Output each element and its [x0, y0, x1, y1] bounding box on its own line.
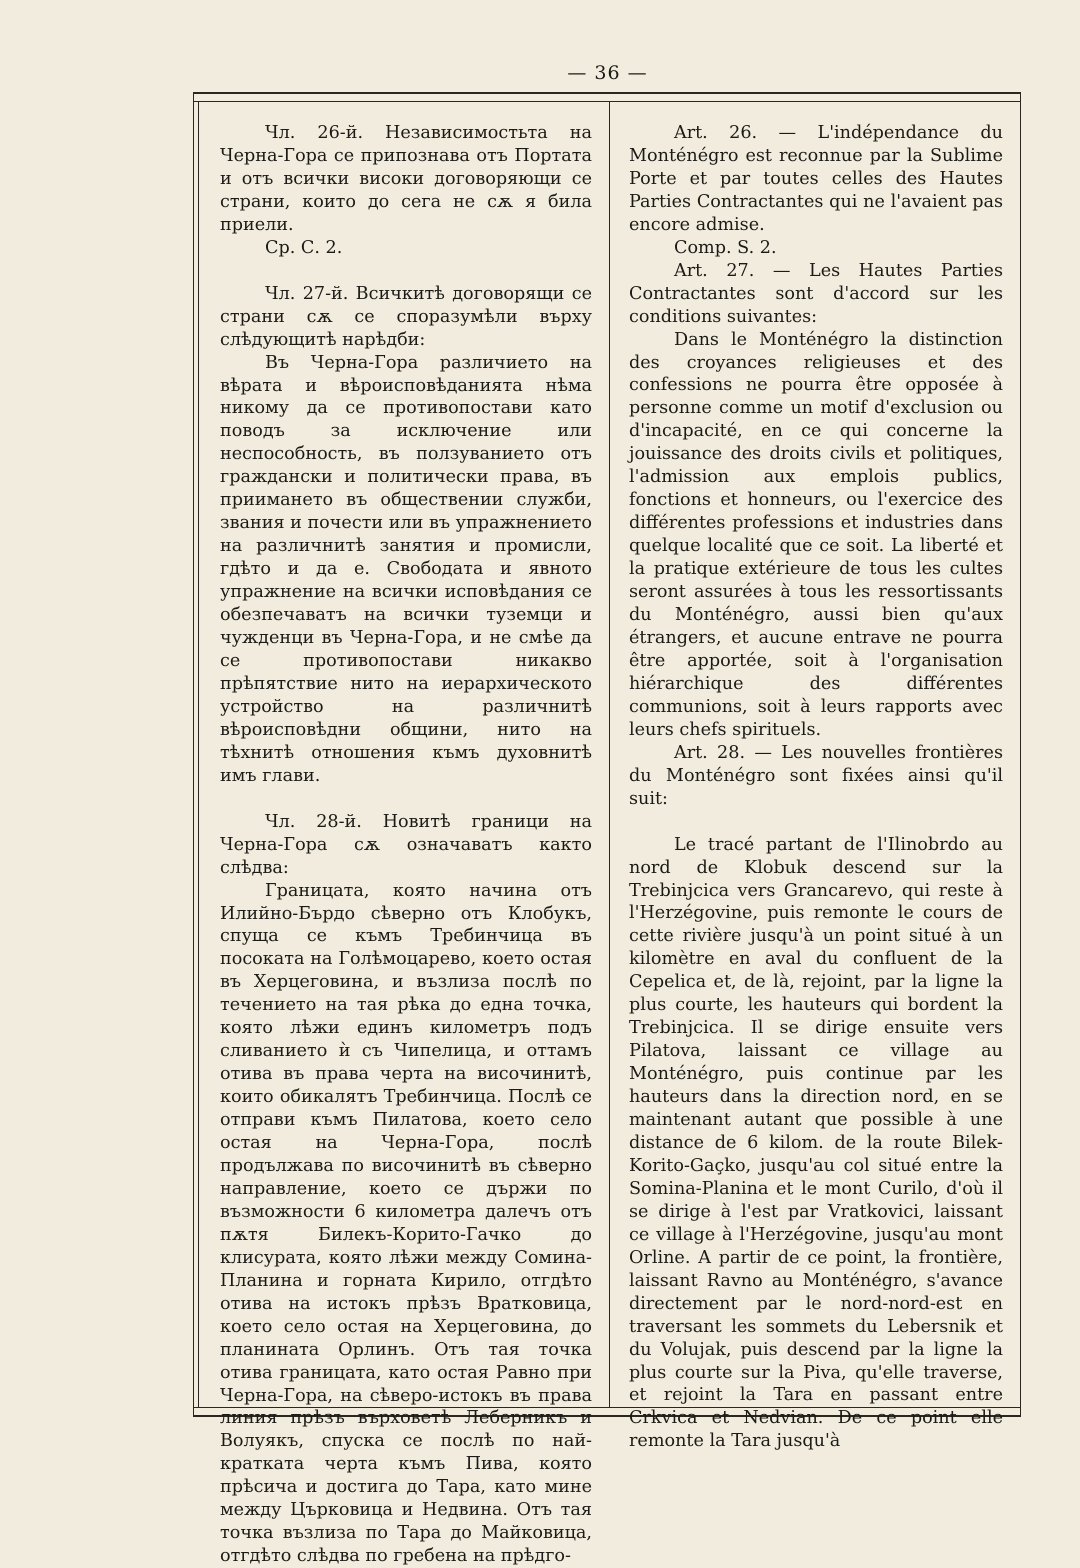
fr-article-27-heading: Art. 27. — Les Hautes Parties Contractantes sont d'accord sur les conditions suivantes:	[629, 260, 1003, 327]
bg-article-26: Чл. 26-й. Независимостьта на Черна-Гора се припознава отъ Портата и отъ всички високи договоряющи се страни, които до сега не сѫ я била приели.	[220, 123, 592, 235]
fr-article-26-reference: Comp. S. 2.	[674, 237, 777, 258]
text-frame	[193, 92, 1021, 1567]
fr-article-27-body: Dans le Monténégro la distinction des croyances religieuses et des confessions ne pourra être opposée à personne comme un motif d'exclusion ou d'incapacité, en ce qui concerne la jouissance des droits civils et politiques, l'admission aux emplois publics, fonctions et honneurs, ou l'exercice des différentes professions et industries dans quelque localité que ce soit. La liberté et la pratique extérieure de tous les cultes seront assurées à tous les ressortissants du Monténégro, aussi bien qu'aux étrangers, et aucune entrave ne pourra être apportée, soit à l'organisation hiérarchique des différentes communions, soit à leurs rapports avec leurs chefs spirituels.	[629, 329, 1003, 740]
bg-article-27-body: Въ Черна-Гора различието на вѣрата и вѣроисповѣданията нѣма никому да се противопостави като поводъ за исключение или неспособность, въ ползуванието отъ граждански и политически права, въ приимането въ обществении служби, звания и почести или въ упражнението на различнитѣ занятия и промисли, гдѣто и да е. Свободата и явното упражнение на всички исповѣдания се обезпечаватъ на всички туземци и чужденци въ Черна-Гора, и не смѣе да се противопостави никакво прѣпятствие нито на иерархическото устройство на различнитѣ вѣроисповѣдни общини, нито на тѣхнитѣ отношения къмъ духовнитѣ имъ глави.	[220, 352, 592, 786]
french-column	[629, 122, 1003, 1453]
bulgarian-column	[220, 122, 592, 1568]
fr-article-26: Art. 26. — L'indépendance du Monténégro est reconnue par la Sublime Porte et par toutes celles des Hautes Parties Contractantes qui ne l'avaient pas encore admise.	[629, 123, 1003, 235]
page-number: — 36 —	[567, 62, 648, 84]
frame-rule-top	[193, 92, 1021, 94]
bg-article-27-heading: Чл. 27-й. Всичкитѣ договорящи се страни сѫ се споразумѣли върху слѣдующитѣ нарѣдби:	[220, 283, 592, 350]
fr-article-28-body: Le tracé partant de l'Ilinobrdo au nord de Klobuk descend sur la Trebinjcica vers Grancarevo, qui reste à l'Herzégovine, puis remonte le cours de cette rivière jusqu'à un point situé à un kilomètre en aval du confluent de la Cepelica et, de là, rejoint, par la ligne la plus courte, les hauteurs qui bordent la Trebinjcica. Il se dirige ensuite vers Pilatova, laissant ce village au Monténégro, puis continue par les hauteurs dans la direction nord, en se maintenant autant que possible à une distance de 6 kilom. de la route Bilek-Korito-Gaçko, jusqu'au col situé entre la Somina-Planina et le mont Curilo, d'où il se dirige à l'est par Vratkovici, laissant ce village à l'Herzégovine, jusqu'au mont Orline. A partir de ce point, la frontière, laissant Ravno au Monténégro, s'avance directement par le nord-nord-est en traversant les sommets du Lebersnik et du Volujak, puis descend par la ligne la plus courte sur la Piva, qu'elle traverse, et rejoint la Tara en passant entre Crkvica et Nedvian. De ce point elle remonte la Tara jusqu'à	[629, 834, 1003, 1452]
frame-rule-left-inner	[198, 101, 199, 1408]
frame-rule-right	[1020, 92, 1021, 1417]
bg-article-28-heading: Чл. 28-й. Новитѣ граници на Черна-Гора сѫ означаватъ както слѣдва:	[220, 811, 592, 878]
bg-article-26-reference: Ср. С. 2.	[265, 237, 343, 258]
frame-rule-top-inner	[193, 101, 1021, 102]
fr-article-28-heading: Art. 28. — Les nouvelles frontières du Monténégro sont fixées ainsi qu'il suit:	[629, 742, 1003, 809]
frame-rule-left	[193, 92, 194, 1417]
column-divider	[609, 101, 610, 1408]
bg-article-28-body: Границата, която начина отъ Илийно-Бърдо сѣверно отъ Клобукъ, спуща се къмъ Требинчица въ посоката на Голѣмоцарево, което остая въ Херцеговина, и възлиза послѣ по течението на тая рѣка до една точка, която лѣжи единъ километръ подъ сливанието ѝ съ Чипелица, и оттамъ отива въ права черта на височинитѣ, които обикалятъ Требинчица. Послѣ се отправи къмъ Пилатова, което село остая на Черна-Гора, послѣ продължава по височинитѣ въ сѣверно направление, което се държи по възможности 6 километра далечъ отъ пѫтя Билекъ-Корито-Гачко до клисурата, която лѣжи между Сомина-Планина и горната Кирило, отгдѣто отива на истокъ прѣзъ Вратковица, което село остая на Херцеговина, до планината Орлинъ. Отъ тая точка отива границата, като остая Равно при Черна-Гора, на сѣверо-истокъ въ права линия прѣзъ върховетѣ Леберникъ и Волуякъ, спуска се послѣ по най-кратката черта къмъ Пива, която прѣсича и достига до Тара, като мине между Църковица и Недвина. Отъ тая точка възлиза по Тара до Майковица, отгдѣто слѣдва по гребена на прѣдго-	[220, 880, 592, 1567]
